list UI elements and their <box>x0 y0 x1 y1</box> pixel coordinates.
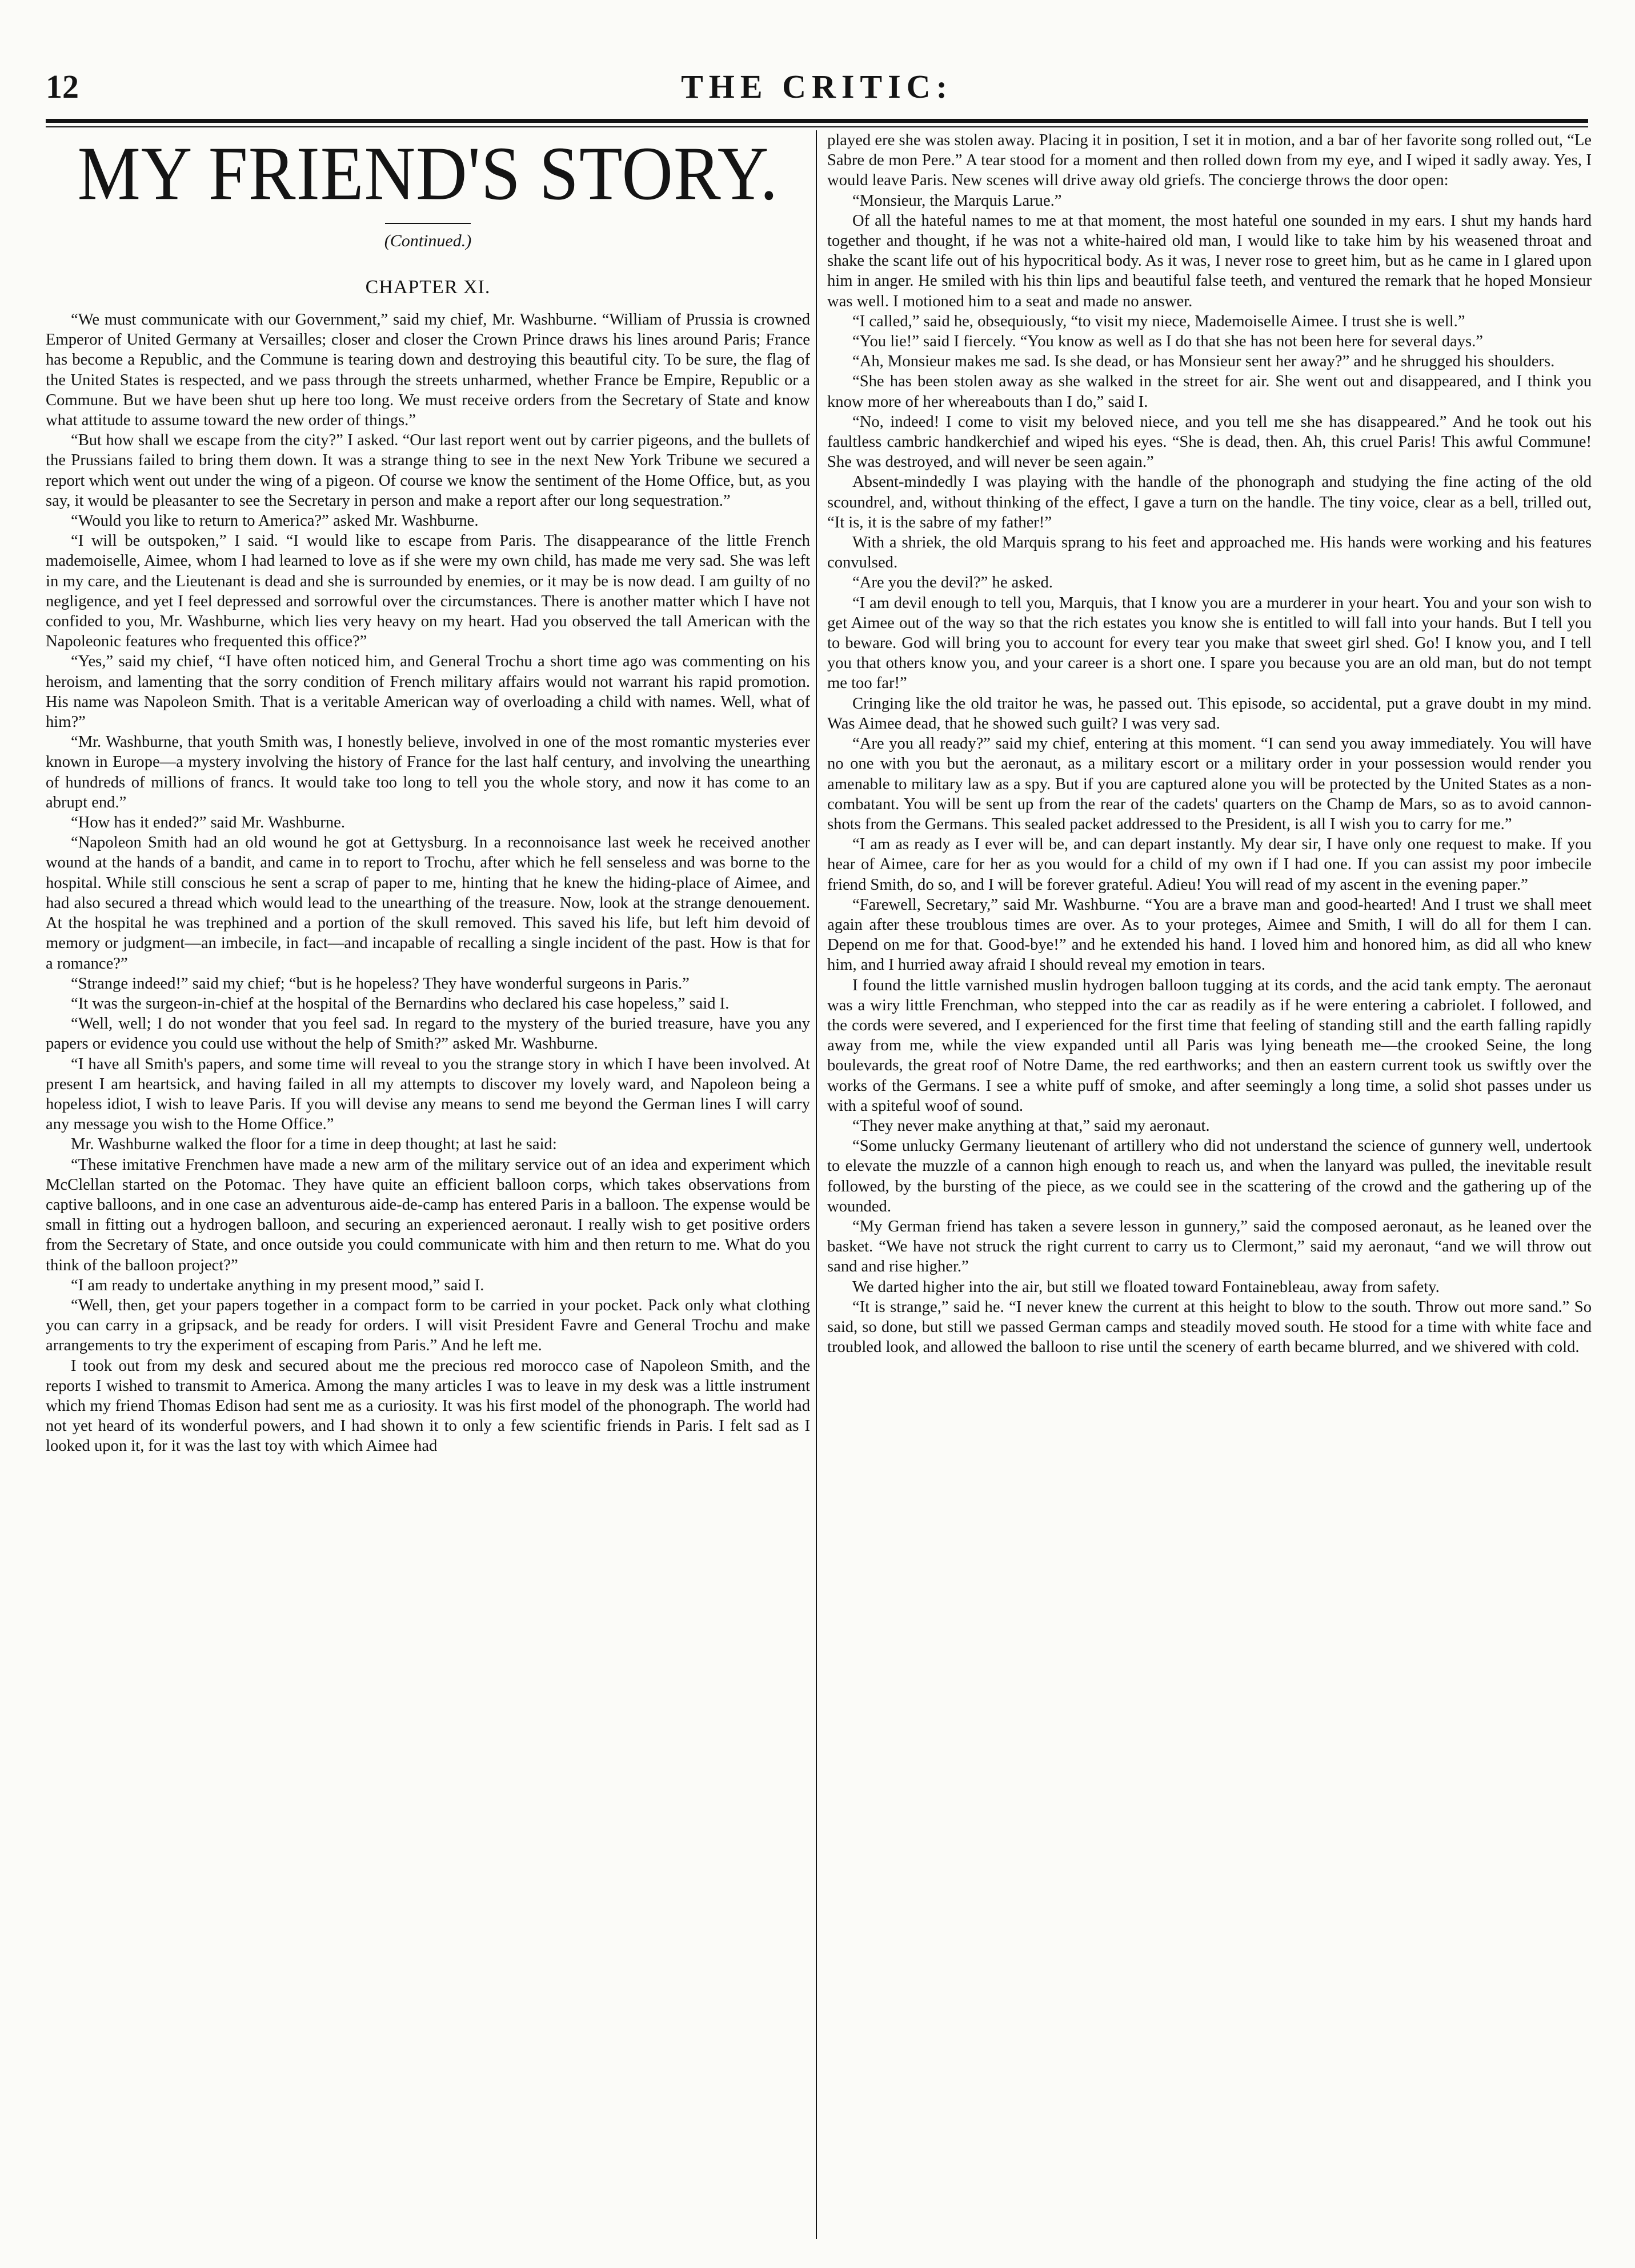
paragraph: “My German friend has taken a severe lesson in gunnery,” said the composed aeronaut, as he leaned over the basket. “We have not struck the right current to carry us to Clermont,” said my aeronaut, “and we will throw out sand and rise higher.” <box>827 1217 1592 1276</box>
title-rule <box>385 223 471 224</box>
paragraph: “I called,” said he, obsequiously, “to visit my niece, Mademoiselle Aimee. I trust she is well.” <box>852 312 1465 330</box>
right-column-body <box>827 130 1592 1357</box>
left-column <box>46 130 810 2245</box>
paragraph: “Monsieur, the Marquis Larue.” <box>852 191 1062 210</box>
story-title: MY FRIEND'S STORY. <box>77 131 779 216</box>
header-rule-thin <box>46 126 1588 127</box>
paragraph: I took out from my desk and secured about me the precious red morocco case of Napoleon Smith, and the reports I wished to transmit to America. Among the many articles I was to leave in my desk was a little instrument which my friend Thomas Edison had sent me as a curiosity. It was his first model of the phonograph. The world had not yet heard of its wonderful powers, and I had shown it to only a few scientific friends in Paris. I felt sad as I looked upon it, for it was the last toy with which Aimee had <box>46 1357 810 1455</box>
paragraph: “How has it ended?” said Mr. Washburne. <box>71 814 345 832</box>
paragraph: “Well, well; I do not wonder that you feel sad. In regard to the mystery of the buried treasure, have you any papers or evidence you could use without the help of Smith?” asked Mr. Washburne. <box>46 1015 810 1053</box>
paragraph: “I will be outspoken,” I said. “I would like to escape from Paris. The disappearance of the little French mademoiselle, Aimee, whom I had learned to love as if she were my own child, has made me very sad. She was left in my care, and the Lieutenant is dead and she is surrounded by enemies, or it may be is now dead. I am guilty of no negligence, and yet I feel depressed and sorrowful over the circumstances. There is another matter which I have not confided to you, Mr. Washburne, which lies very heavy on my heart. Had you observed the tall American with the Napoleonic features who frequented this office?” <box>46 532 810 651</box>
paragraph: Absent-mindedly I was playing with the handle of the phonograph and studying the fine acting of the old scoundrel, and, without thinking of the effect, I gave a turn on the handle. The tiny voice, clear as a bell, trilled out, “It is, it is the sabre of my father!” <box>827 473 1592 531</box>
header-rule-thick <box>46 119 1588 123</box>
paragraph: “I have all Smith's papers, and some time will reveal to you the strange story in which I have been involved. At present I am heartsick, and having failed in all my attempts to discover my lovely ward, and Napoleon being a hopeless idiot, I wish to leave Paris. If you will devise any means to send me beyond the German lines I will carry any message you wish to the Home Office.” <box>46 1055 810 1134</box>
paragraph: “Mr. Washburne, that youth Smith was, I honestly believe, involved in one of the most romantic mysteries ever known in Europe—a mystery involving the history of France for the last half century, and involving the unearthing of hundreds of millions of francs. It would take too long to tell you the whole story, and now it has come to an abrupt end.” <box>46 733 810 811</box>
masthead-title: THE CRITIC: <box>681 68 953 105</box>
paragraph: I found the little varnished muslin hydrogen balloon tugging at its cords, and the acid tank empty. The aeronaut was a wiry little Frenchman, who stepped into the car as readily as if he were entering a cabriolet. I followed, and the cords were severed, and I experienced for the first time that feeling of standing still and the earth falling rapidly away from me, while the view expanded until all Paris was lying beneath me—the crooked Seine, the long boulevards, the great roof of Notre Dame, the red earthworks; and then an eastern current took us swiftly over the works of the Germans. I see a white puff of smoke, and after seemingly a long time, a solid shot passes under us with a spiteful woof of sound. <box>827 976 1592 1115</box>
paragraph: With a shriek, the old Marquis sprang to his feet and approached me. His hands were working and his features convulsed. <box>827 534 1592 572</box>
chapter-heading: CHAPTER XI. <box>365 277 491 298</box>
paragraph: “I am ready to undertake anything in my present mood,” said I. <box>71 1276 484 1294</box>
paragraph: “These imitative Frenchmen have made a new arm of the military service out of an idea and experiment which McClellan started on the Potomac. They have quite an efficient balloon corps, which takes observations from captive balloons, and in one case an adventurous aide-de-camp has entered Paris in a balloon. The expense would be small in fitting out a hydrogen balloon, and securing an experienced aeronaut. I really wish to get positive orders from the Secretary of State, and once outside you could communicate with him and then return to me. What do you think of the balloon project?” <box>46 1155 810 1274</box>
paragraph: “It is strange,” said he. “I never knew the current at this height to blow to the south. Throw out more sand.” So said, so done, but still we passed German camps and steadily moved south. He stood for a time with white face and troubled look, and allowed the balloon to rise until the scenery of earth became blurred, and we shivered with cold. <box>827 1298 1592 1357</box>
paragraph: “Strange indeed!” said my chief; “but is he hopeless? They have wonderful surgeons in Paris.” <box>71 974 690 993</box>
column-divider <box>816 130 817 2239</box>
paragraph: We darted higher into the air, but still we floated toward Fontainebleau, away from safety. <box>852 1278 1440 1296</box>
left-column-body <box>46 310 810 1457</box>
paragraph: “Napoleon Smith had an old wound he got at Gettysburg. In a reconnoisance last week he received another wound at the hands of a bandit, and came in to report to Trochu, after which he fell senseless and was borne to the hospital. While still conscious he sent a scrap of paper to me, hinting that he knew the hiding-place of Aimee, and had also secured a thread which would lead to the unearthing of the treasure. Now, look at the strange denouement. At the hospital he was trephined and a portion of the skull removed. This saved his life, but left him devoid of memory or judgment—an imbecile, in fact—and incapable of recalling a single incident of the past. How is that for a romance?” <box>46 834 810 973</box>
paragraph: played ere she was stolen away. Placing it in position, I set it in motion, and a bar of her favorite song rolled out, “Le Sabre de mon Pere.” A tear stood for a moment and then rolled down from my eye, and I wiped it sadly away. Yes, I would leave Paris. New scenes will drive away old griefs. The concierge throws the door open: <box>827 131 1592 190</box>
page-number: 12 <box>46 68 79 105</box>
paragraph: “Ah, Monsieur makes me sad. Is she dead, or has Monsieur sent her away?” and he shrugged his shoulders. <box>852 353 1555 371</box>
paragraph: “No, indeed! I come to visit my beloved niece, and you tell me she has disappeared.” And he took out his faultless cambric handkerchief and wiped his eyes. “She is dead, then. Ah, this cruel Paris! This awful Commune! She was destroyed, and will never be seen again.” <box>827 413 1592 471</box>
right-column <box>827 130 1592 2245</box>
paragraph: “You lie!” said I fiercely. “You know as well as I do that she has not been here for several days.” <box>852 333 1483 351</box>
paragraph: “They never make anything at that,” said my aeronaut. <box>852 1117 1210 1135</box>
paragraph: “Yes,” said my chief, “I have often noticed him, and General Trochu a short time ago was commenting on his heroism, and lamenting that the sorry condition of French military affairs would not warrant his rapid promotion. His name was Napoleon Smith. That is a veritable American way of overloading a child with names. Well, what of him?” <box>46 653 810 731</box>
paragraph: “Are you all ready?” said my chief, entering at this moment. “I can send you away immediately. You will have no one with you but the aeronaut, as a military escort or a military order in your possession would render you amenable to military law as a spy. But if you are captured alone you will be protected by the United States as a non-combatant. You will be sent up from the rear of the cadets' quarters on the Champ de Mars, so as to avoid cannon-shots from the Germans. This sealed packet addressed to the President, is all I wish you to carry for me.” <box>827 735 1592 833</box>
paragraph: Of all the hateful names to me at that moment, the most hateful one sounded in my ears. I shut my hands hard together and thought, if he was not a white-haired old man, I would like to take him by his weasened throat and shake the scant life out of his hypocritical body. As it was, I never rose to greet him, but as he came in I glared upon him in anger. He smiled with his thin lips and beautiful false teeth, and ventured the remark that he hoped Monsieur was well. I motioned him to a seat and made no answer. <box>827 211 1592 310</box>
paragraph: Mr. Washburne walked the floor for a time in deep thought; at last he said: <box>71 1135 557 1154</box>
paragraph: Cringing like the old traitor he was, he passed out. This episode, so accidental, put a grave doubt in my mind. Was Aimee dead, that he showed such guilt? I was very sad. <box>827 694 1592 733</box>
paragraph: “It was the surgeon-in-chief at the hospital of the Bernardins who declared his case hopeless,” said I. <box>71 994 730 1013</box>
continued-label: (Continued.) <box>384 231 472 250</box>
paragraph: “She has been stolen away as she walked in the street for air. She went out and disappeared, and I think you know more of her whereabouts than I do,” said I. <box>827 373 1592 411</box>
paragraph: “I am as ready as I ever will be, and can depart instantly. My dear sir, I have only one request to make. If you hear of Aimee, care for her as you would for a child of my own if I had one. If you can assist my poor imbecile friend Smith, do so, and I will be forever grateful. Adieu! You will read of my ascent in the evening paper.” <box>827 835 1592 894</box>
paragraph: “Would you like to return to America?” asked Mr. Washburne. <box>71 512 479 530</box>
page-header <box>46 67 1588 119</box>
paragraph: “Some unlucky Germany lieutenant of artillery who did not understand the science of gunnery well, undertook to elevate the muzzle of a cannon high enough to reach us, and when the lanyard was pulled, the inevitable result followed, by the bursting of the piece, as we could see in the scattering of the crowd and the gathering up of the wounded. <box>827 1137 1592 1215</box>
paragraph: “Are you the devil?” he asked. <box>852 574 1053 592</box>
paragraph: “Farewell, Secretary,” said Mr. Washburne. “You are a brave man and good-hearted! And I trust we shall meet again after these troublous times are over. As to your proteges, Aimee and Smith, I will do all for them I can. Depend on me for that. Good-bye!” and he extended his hand. I loved him and honored him, as did all who knew him, and I hurried away afraid I should reveal my emotion in tears. <box>827 895 1592 974</box>
paragraph: “I am devil enough to tell you, Marquis, that I know you are a murderer in your heart. You and your son wish to get Aimee out of the way so that the rich estates you know she is entitled to will fall into your hands. But I tell you to beware. God will bring you to account for every tear you make that sweet girl shed. Go! I know you, and I tell you that others know you, and your career is a short one. I spare you because you are an old man, but do not tempt me too far!” <box>827 594 1592 693</box>
paragraph: “But how shall we escape from the city?” I asked. “Our last report went out by carrier pigeons, and the bullets of the Prussians failed to bring them down. It was a strange thing to see in the next New York Tribune we secured a report which went out under the wing of a pigeon. Of course we know the sentiment of the Home Office, but, as you say, it would be pleasanter to see the Secretary in person and make a report after our long sequestration.” <box>46 431 810 510</box>
paragraph: “Well, then, get your papers together in a compact form to be carried in your pocket. Pack only what clothing you can carry in a gripsack, and be ready for orders. I will visit President Favre and General Trochu and make arrangements to try the experiment of escaping from Paris.” And he left me. <box>46 1296 810 1355</box>
paragraph: “We must communicate with our Government,” said my chief, Mr. Washburne. “William of Prussia is crowned Emperor of United Germany at Versailles; closer and closer the Crown Prince draws his lines around Paris; France has become a Republic, and the Commune is tearing down and destroying this beautiful city. To be sure, the flag of the United States is respected, and we pass through the streets unharmed, whether France be Empire, Republic or a Commune. But we have been shut up here too long. We must receive orders from the Secretary of State and know what attitude to assume toward the new order of things.” <box>46 311 810 430</box>
